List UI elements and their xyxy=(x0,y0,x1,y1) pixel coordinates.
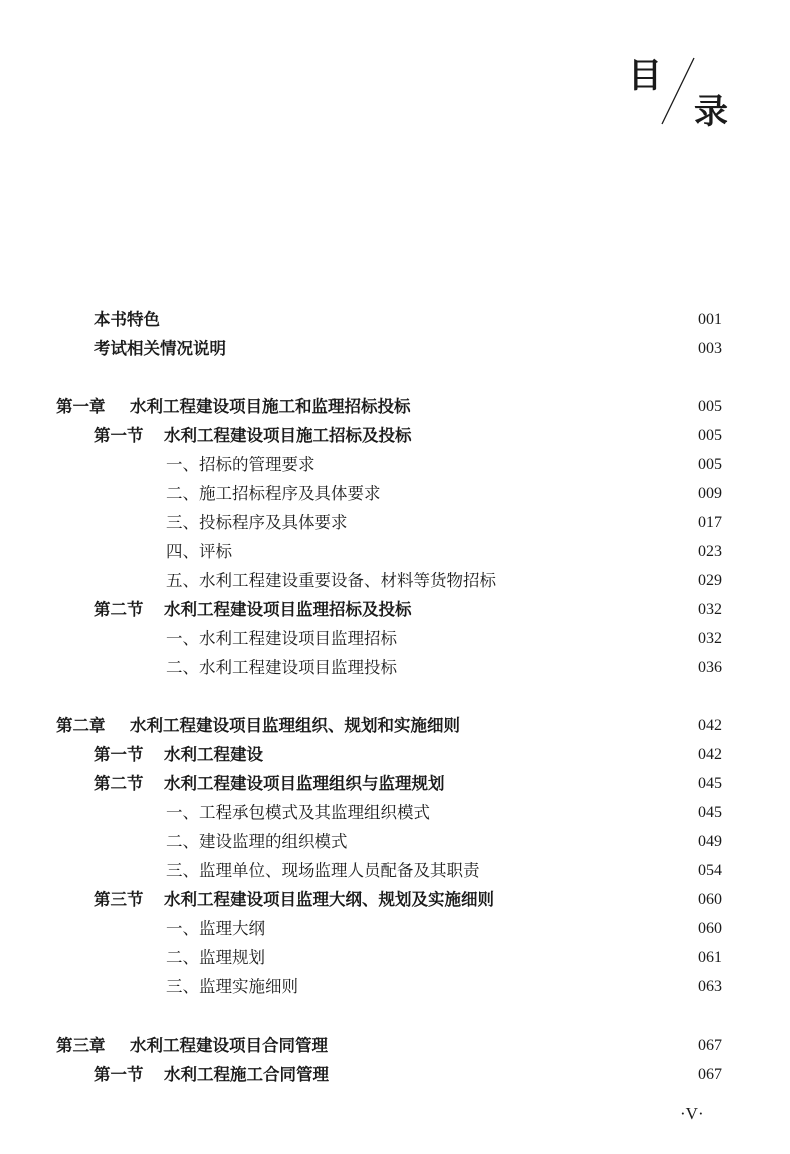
toc-section xyxy=(0,1062,790,1088)
toc-number: 第一节 xyxy=(94,426,144,445)
toc-page-number: 029 xyxy=(698,572,722,589)
toc-number: 第一节 xyxy=(94,1065,144,1084)
toc-page-number: 003 xyxy=(698,340,722,357)
toc-title-text: 五、水利工程建设重要设备、材料等货物招标 xyxy=(166,571,496,590)
toc-title-text: 二、建设监理的组织模式 xyxy=(166,832,348,851)
toc-item xyxy=(0,829,790,855)
toc-page-number: 009 xyxy=(698,485,722,502)
toc-chapter xyxy=(0,394,790,420)
toc-title-text: 水利工程建设项目监理组织、规划和实施细则 xyxy=(130,716,460,735)
toc-title-text: 三、投标程序及具体要求 xyxy=(166,513,348,532)
page-number-footer: ·V· xyxy=(680,1104,704,1123)
toc-item xyxy=(0,858,790,884)
toc-front xyxy=(0,307,790,333)
toc-number: 第三章 xyxy=(56,1036,106,1055)
toc-section xyxy=(0,742,790,768)
toc-title xyxy=(166,452,315,478)
toc-title-text: 水利工程建设项目施工和监理招标投标 xyxy=(130,397,411,416)
toc-title xyxy=(166,974,298,1000)
toc-title-text: 一、招标的管理要求 xyxy=(166,455,315,474)
toc-number: 第二节 xyxy=(94,600,144,619)
toc-title xyxy=(166,916,265,942)
toc-title xyxy=(94,742,263,768)
toc-title-text: 四、评标 xyxy=(166,542,232,561)
toc-item xyxy=(0,510,790,536)
toc-title xyxy=(166,510,348,536)
toc-title xyxy=(166,858,480,884)
toc-page-number: 042 xyxy=(698,746,722,763)
toc-page-number: 032 xyxy=(698,601,722,618)
toc-title xyxy=(94,887,494,913)
toc-number: 第二节 xyxy=(94,774,144,793)
toc-page-number: 060 xyxy=(698,891,722,908)
toc-page-number: 001 xyxy=(698,311,722,328)
toc-page-number: 032 xyxy=(698,630,722,647)
toc-item xyxy=(0,539,790,565)
toc-item xyxy=(0,655,790,681)
toc-section xyxy=(0,771,790,797)
toc-title xyxy=(166,626,397,652)
toc-page-number: 036 xyxy=(698,659,722,676)
toc-number: 第一章 xyxy=(56,397,106,416)
toc-number: 第二章 xyxy=(56,716,106,735)
toc-section xyxy=(0,887,790,913)
toc-title-text: 一、工程承包模式及其监理组织模式 xyxy=(166,803,430,822)
toc-page-number: 067 xyxy=(698,1037,722,1054)
toc-title-text: 二、监理规划 xyxy=(166,948,265,967)
toc-title xyxy=(166,945,265,971)
toc-page-number: 045 xyxy=(698,775,722,792)
toc-page-number: 054 xyxy=(698,862,722,879)
toc-title-text: 一、监理大纲 xyxy=(166,919,265,938)
toc-title-text: 水利工程建设项目合同管理 xyxy=(130,1036,328,1055)
toc-title-text: 三、监理单位、现场监理人员配备及其职责 xyxy=(166,861,480,880)
toc-title xyxy=(166,481,381,507)
toc-page-number: 017 xyxy=(698,514,722,531)
toc-item xyxy=(0,452,790,478)
toc-page-number: 005 xyxy=(698,456,722,473)
toc-item xyxy=(0,916,790,942)
toc-number: 第一节 xyxy=(94,745,144,764)
toc-title xyxy=(94,771,445,797)
toc-page-number: 061 xyxy=(698,949,722,966)
toc-title xyxy=(166,568,496,594)
toc-title xyxy=(94,336,226,362)
toc-page-number: 045 xyxy=(698,804,722,821)
toc-section xyxy=(0,423,790,449)
toc-title-text: 本书特色 xyxy=(94,310,160,329)
toc-title-text: 水利工程建设项目监理招标及投标 xyxy=(164,600,412,619)
toc-page-number: 063 xyxy=(698,978,722,995)
toc-title-text: 水利工程建设 xyxy=(164,745,263,764)
toc-title xyxy=(94,423,412,449)
toc-page-number: 005 xyxy=(698,427,722,444)
toc-title xyxy=(56,394,411,420)
toc-title xyxy=(166,829,348,855)
toc-chapter xyxy=(0,713,790,739)
toc-title-text: 水利工程建设项目施工招标及投标 xyxy=(164,426,412,445)
heading-char-mu: 目 xyxy=(628,56,662,96)
toc-item xyxy=(0,568,790,594)
toc-item xyxy=(0,481,790,507)
toc-front xyxy=(0,336,790,362)
toc-page-number: 049 xyxy=(698,833,722,850)
heading-char-lu: 录 xyxy=(694,92,728,132)
toc-title xyxy=(56,1033,328,1059)
toc-title xyxy=(166,539,232,565)
toc-title-text: 水利工程建设项目监理大纲、规划及实施细则 xyxy=(164,890,494,909)
toc-title-text: 一、水利工程建设项目监理招标 xyxy=(166,629,397,648)
toc-title xyxy=(94,307,160,333)
toc-item xyxy=(0,974,790,1000)
toc-chapter xyxy=(0,1033,790,1059)
toc-title xyxy=(166,800,430,826)
toc-item xyxy=(0,626,790,652)
toc-title-text: 水利工程施工合同管理 xyxy=(164,1065,329,1084)
toc-page-number: 023 xyxy=(698,543,722,560)
toc-page-number: 060 xyxy=(698,920,722,937)
toc-title-text: 二、施工招标程序及具体要求 xyxy=(166,484,381,503)
toc-number: 第三节 xyxy=(94,890,144,909)
toc-section xyxy=(0,597,790,623)
toc-title xyxy=(94,597,412,623)
toc-page-number: 005 xyxy=(698,398,722,415)
toc-heading xyxy=(620,40,760,130)
toc-title-text: 三、监理实施细则 xyxy=(166,977,298,996)
toc-title xyxy=(56,713,460,739)
toc-item xyxy=(0,945,790,971)
toc-page-number: 042 xyxy=(698,717,722,734)
toc-title-text: 水利工程建设项目监理组织与监理规划 xyxy=(164,774,445,793)
toc-title-text: 考试相关情况说明 xyxy=(94,339,226,358)
toc-title xyxy=(166,655,397,681)
toc-title xyxy=(94,1062,329,1088)
toc-page-number: 067 xyxy=(698,1066,722,1083)
toc-title-text: 二、水利工程建设项目监理投标 xyxy=(166,658,397,677)
toc-item xyxy=(0,800,790,826)
